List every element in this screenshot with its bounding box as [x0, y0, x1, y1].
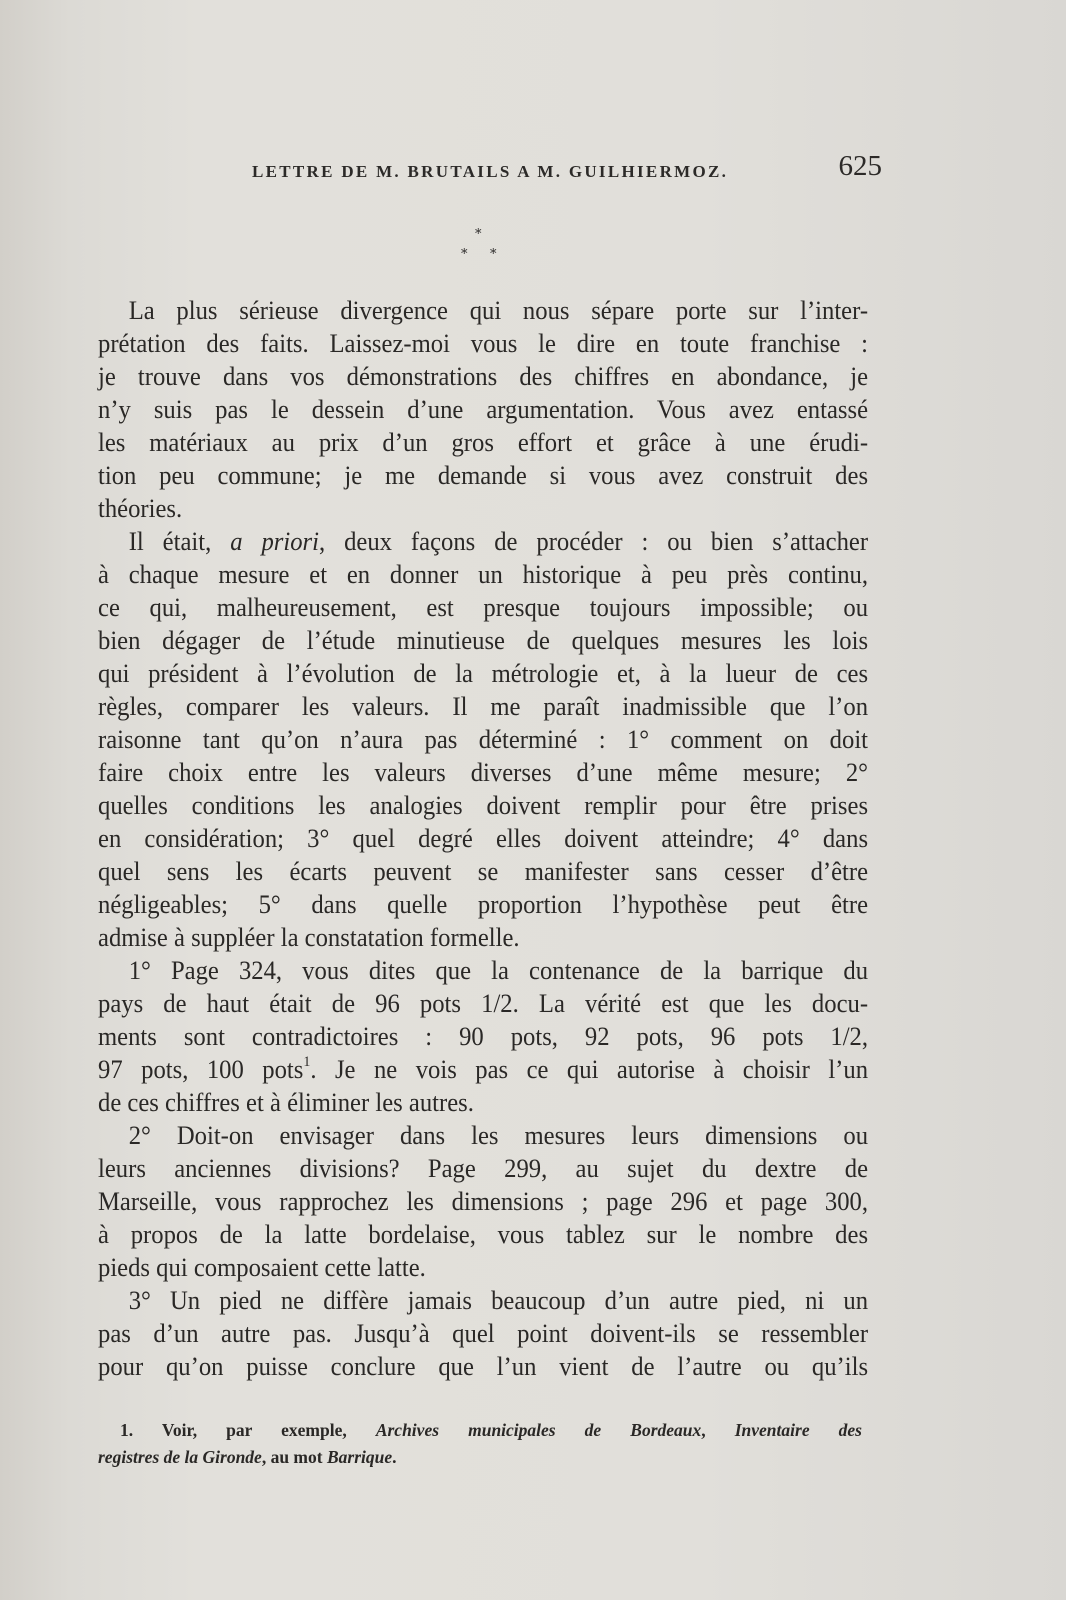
paragraph	[98, 1284, 869, 1383]
text-run: 97 pots, 100 pots	[98, 1054, 304, 1084]
paragraph	[98, 525, 869, 954]
text-line: pays de haut était de 96 pots 1/2. La vérité est que les docu-	[98, 988, 869, 1018]
italic-word: Barrique	[326, 1447, 393, 1467]
text-line: leurs anciennes divisions? Page 299, au sujet du dextre de	[98, 1153, 869, 1183]
text-line: ce qui, malheureusement, est presque toujours impossible; ou	[98, 592, 869, 622]
text-line: pieds qui composaient cette latte.	[98, 1252, 426, 1282]
text-line: pour qu’on puisse conclure que l’un vient de l’autre ou qu’ils	[98, 1351, 869, 1381]
paragraph	[98, 1119, 869, 1284]
text-line: tion peu commune; je me demande si vous avez construit des	[98, 460, 869, 490]
paragraph	[98, 954, 869, 1119]
text-run: Il était,	[128, 526, 231, 556]
body-text	[98, 294, 869, 1383]
text-line: La plus sérieuse divergence qui nous sépare porte sur l’inter-	[128, 295, 869, 325]
footnote-marker[interactable]: 1	[303, 1054, 311, 1071]
text-line: les matériaux au prix d’un gros effort et grâce à une érudi-	[98, 427, 869, 457]
asterisk-icon: *	[461, 247, 468, 262]
italic-title: Archives municipales de Bordeaux	[375, 1420, 702, 1440]
footnote	[98, 1417, 868, 1471]
text-run: , deux façons de procéder : ou bien s’attacher	[318, 526, 869, 556]
text-line: pas d’un autre pas. Jusqu’à quel point doivent-ils se ressembler	[98, 1318, 869, 1348]
italic-phrase: a priori	[230, 526, 319, 556]
footnote-line	[98, 1444, 868, 1471]
asterisk-icon: *	[475, 227, 482, 242]
text-run: ,	[701, 1420, 735, 1440]
italic-title: registres de la Gironde	[98, 1447, 262, 1467]
text-line: quel sens les écarts peuvent se manifester sans cesser d’être	[98, 856, 869, 886]
text-line: admise à suppléer la constatation formelle.	[98, 922, 520, 952]
text-line: ments sont contradictoires : 90 pots, 92 pots, 96 pots 1/2,	[98, 1021, 869, 1051]
text-run: . Je ne vois pas ce qui autorise à choisir l’un	[310, 1054, 869, 1084]
asterisk-icon: *	[490, 247, 497, 262]
text-line: 1° Page 324, vous dites que la contenance de la barrique du	[128, 955, 869, 985]
footnote-number: 1.	[120, 1420, 134, 1440]
text-line: je trouve dans vos démonstrations des chiffres en abondance, je	[98, 361, 869, 391]
text-line: à chaque mesure et en donner un historique à peu près continu,	[98, 559, 869, 589]
text-line: prétation des faits. Laissez-moi vous le dire en toute franchise :	[98, 328, 869, 358]
running-title: LETTRE DE M. BRUTAILS A M. GUILHIERMOZ.	[252, 162, 729, 181]
text-line: théories.	[98, 493, 183, 523]
text-run: , au mot	[261, 1447, 327, 1467]
text-line: Marseille, vous rapprochez les dimensions ; page 296 et page 300,	[98, 1186, 869, 1216]
text-run: Voir, par exemple,	[133, 1420, 376, 1440]
text-line: règles, comparer les valeurs. Il me paraît inadmissible que l’on	[98, 691, 869, 721]
paragraph	[98, 294, 869, 525]
text-line: négligeables; 5° dans quelle proportion l’hypothèse peut être	[98, 889, 869, 919]
text-line: qui président à l’évolution de la métrologie et, à la lueur de ces	[98, 658, 869, 688]
text-line: raisonne tant qu’on n’aura pas déterminé : 1° comment on doit	[98, 724, 869, 754]
page-number: 625	[838, 150, 882, 182]
text-line: faire choix entre les valeurs diverses d’une même mesure; 2°	[98, 757, 869, 787]
text-line: en considération; 3° quel degré elles doivent atteindre; 4° dans	[98, 823, 869, 853]
italic-title: Inventaire des	[734, 1420, 862, 1440]
text-line: 3° Un pied ne diffère jamais beaucoup d’un autre pied, ni un	[128, 1285, 869, 1315]
text-line: 2° Doit-on envisager dans les mesures leurs dimensions ou	[128, 1120, 869, 1150]
text-line	[98, 525, 868, 558]
text-line: de ces chiffres et à éliminer les autres.	[98, 1087, 474, 1117]
text-run: .	[392, 1447, 397, 1467]
text-line: bien dégager de l’étude minutieuse de quelques mesures les lois	[98, 625, 869, 655]
text-line: n’y suis pas le dessein d’une argumentation. Vous avez entassé	[98, 394, 869, 424]
asterism-section-break	[456, 228, 506, 268]
running-head	[252, 150, 882, 190]
text-line: quelles conditions les analogies doivent remplir pour être prises	[98, 790, 869, 820]
text-line	[98, 1053, 868, 1086]
text-line: à propos de la latte bordelaise, vous tablez sur le nombre des	[98, 1219, 869, 1249]
footnote-line	[98, 1417, 862, 1444]
